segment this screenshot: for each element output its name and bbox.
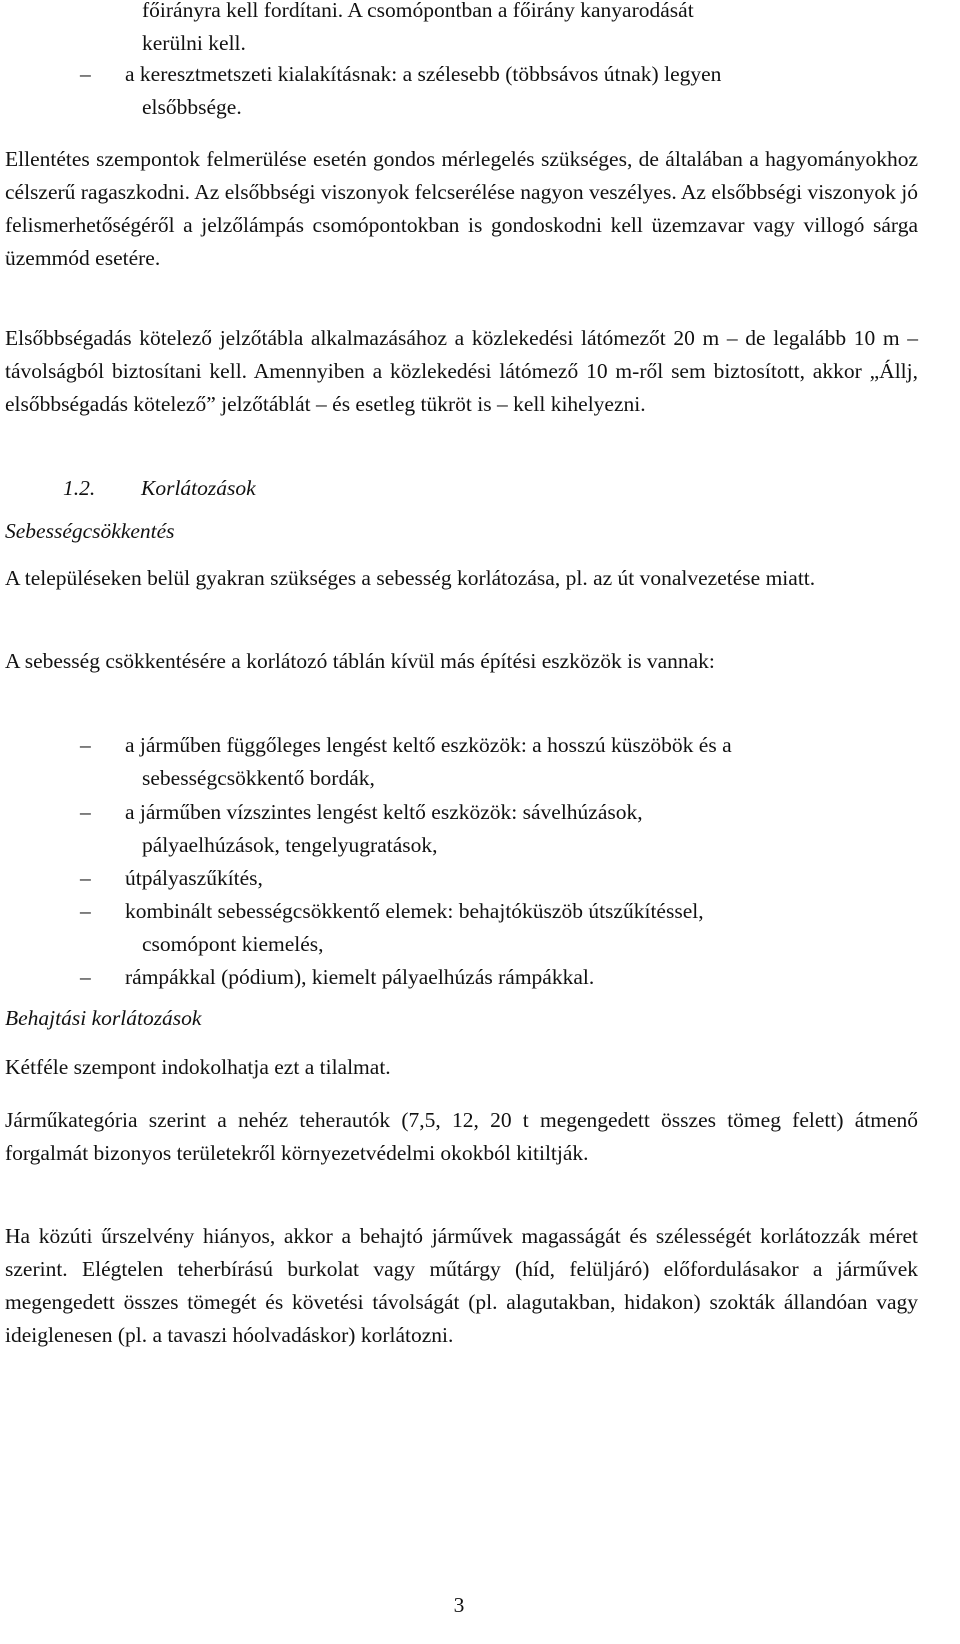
page-number: 3 [453,1593,465,1617]
continuation-line-1: főirányra kell fordítani. A csomópontban a főirány kanyarodását [142,0,694,22]
list-item-text-line-1: a járműben vízszintes lengést keltő eszközök: sávelhúzások, [125,800,643,824]
subsection-title-access-restrictions: Behajtási korlátozások [5,1006,202,1030]
list-dash: – [80,62,91,86]
list-item-text-line-1: a járműben függőleges lengést keltő eszközök: a hosszú küszöbök és a [125,733,732,757]
paragraph-two-reasons: Kétféle szempont indokolhatja ezt a tilalmat. [5,1055,391,1079]
list-dash: – [80,733,91,757]
list-dash: – [80,800,91,824]
list-dash: – [80,965,91,989]
list-dash: – [80,899,91,923]
list-item-text-line-2: elsőbbsége. [142,95,242,119]
section-number: 1.2. [63,476,96,500]
subsection-title-speed-reduction: Sebességcsökkentés [5,519,175,543]
paragraph-yield-sign-visibility: Elsőbbségadás kötelező jelzőtábla alkalmazásához a közlekedési látómezőt 20 m – de legalább 10 m – távolságból biztosítani kell. Amennyiben a közlekedési látómező 10 m-ről sem biztosított, akkor „Állj, elsőbbségadás kötelező” jelzőtáblát – és esetleg tükröt is – kell kihelyezni. [5,326,918,416]
list-item-text-line-1: útpályaszűkítés, [125,866,263,890]
list-item-text-line-1: rámpákkal (pódium), kiemelt pályaelhúzás rámpákkal. [125,965,595,989]
section-heading [5,473,256,504]
continuation-line-2: kerülni kell. [142,31,246,55]
paragraph-priority-conflicts: Ellentétes szempontok felmerülése esetén gondos mérlegelés szükséges, de általában a hagyományokhoz célszerű ragaszkodni. Az elsőbbségi viszonyok felcserélése nagyon veszélyes. Az elsőbbségi viszonyok jó felismerhetőségéről a jelzőlámpás csomópontokban is gondoskodni kell üzemzavar vagy villogó sárga üzemmód esetére. [5,147,918,270]
list-item-text-line-2: sebességcsökkentő bordák, [142,766,375,790]
list-item-text-line-1: kombinált sebességcsökkentő elemek: behajtóküszöb útszűkítéssel, [125,899,704,923]
list-item-text-line-2: pályaelhúzások, tengelyugratások, [142,833,438,857]
section-title: Korlátozások [141,476,256,500]
paragraph-clearance-restrictions: Ha közúti űrszelvény hiányos, akkor a behajtó járművek magasságát és szélességét korlátozzák méret szerint. Elégtelen teherbírású burkolat vagy műtárgy (híd, felüljáró) előfordulásakor a járművek megengedett összes tömegét és követési távolságát (pl. alagutakban, hidakon) szokták állandóan vagy ideiglenesen (pl. a tavaszi hóolvadáskor) korlátozni. [5,1224,918,1347]
paragraph-vehicle-category: Járműkategória szerint a nehéz teherautók (7,5, 12, 20 t megengedett összes tömeg felett) átmenő forgalmát bizonyos területekről környezetvédelmi okokból kitiltják. [5,1108,918,1165]
paragraph-speed-limit: A településeken belül gyakran szükséges a sebesség korlátozása, pl. az út vonalvezetése miatt. [5,566,816,590]
list-dash: – [80,866,91,890]
list-item-text-line-1: a keresztmetszeti kialakításnak: a szélesebb (többsávos útnak) legyen [125,62,722,86]
list-item-text-line-2: csomópont kiemelés, [142,932,324,956]
paragraph-speed-devices: A sebesség csökkentésére a korlátozó táblán kívül más építési eszközök is vannak: [5,649,715,673]
